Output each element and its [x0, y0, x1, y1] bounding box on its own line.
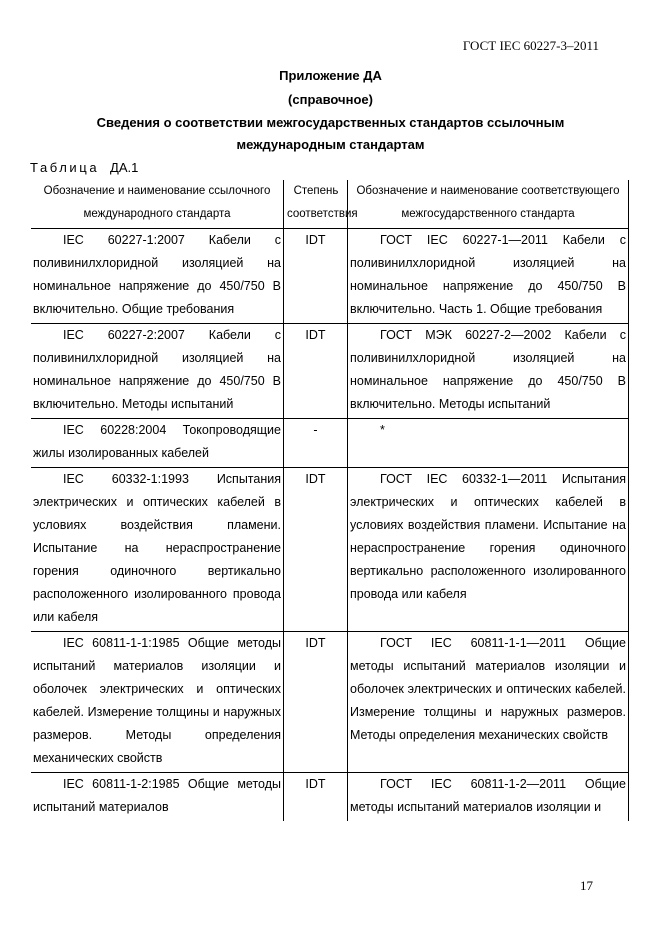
intl-standard-cell: IEC 60811-1-1:1985 Общие методы испытаний материалов изоляции и оболочек электрических и оптических кабелей. Измерение толщины и наружных размеров. Методы определения механических свойств	[31, 632, 284, 773]
table-row	[31, 229, 629, 324]
degree-cell: IDT	[284, 632, 348, 773]
national-standard-cell: ГОСТ МЭК 60227-2—2002 Кабели с поливинилхлоридной изоляцией на номинальное напряжение до 450/750 В включительно. Методы испытаний	[348, 324, 629, 419]
national-standard-cell: *	[348, 419, 629, 468]
national-standard-cell: ГОСТ IEC 60227-1—2011 Кабели с поливинилхлоридной изоляцией на номинальное напряжение до 450/750 В включительно. Часть 1. Общие требования	[348, 229, 629, 324]
table-header-row	[31, 180, 629, 229]
degree-cell: IDT	[284, 468, 348, 632]
degree-cell: -	[284, 419, 348, 468]
intl-standard-cell: IEC 60227-2:2007 Кабели с поливинилхлоридной изоляцией на номинальное напряжение до 450/750 В включительно. Методы испытаний	[31, 324, 284, 419]
intl-standard-cell: IEC 60228:2004 Токопроводящие жилы изолированных кабелей	[31, 419, 284, 468]
national-standard-cell: ГОСТ IEC 60811-1-1—2011 Общие методы испытаний материалов изоляции и оболочек электрических и оптических кабелей. Измерение толщины и наружных размеров. Методы определения механических свойств	[348, 632, 629, 773]
national-standard-cell: ГОСТ IEC 60332-1—2011 Испытания электрических и оптических кабелей в условиях воздействия пламени. Испытание на нераспространение горения одиночного вертикально расположенного изолированного провода или кабеля	[348, 468, 629, 632]
appendix-heading-line1: Сведения о соответствии межгосударственных стандартов ссылочным	[96, 115, 565, 130]
table-row	[31, 468, 629, 632]
table-caption	[30, 160, 138, 175]
national-standard-cell: ГОСТ IEC 60811-1-2—2011 Общие методы испытаний материалов изоляции и	[348, 773, 629, 822]
intl-standard-cell: IEC 60811-1-2:1985 Общие методы испытаний материалов	[31, 773, 284, 822]
appendix-title: Приложение ДА	[279, 68, 382, 83]
standards-table	[31, 180, 629, 821]
degree-cell: IDT	[284, 229, 348, 324]
document-header: ГОСТ IEC 60227-3–2011	[462, 38, 599, 53]
intl-standard-cell: IEC 60332-1:1993 Испытания электрических и оптических кабелей в условиях воздействия пламени. Испытание на нераспространение горения одиночного вертикально расположенного изолированного провода или кабеля	[31, 468, 284, 632]
degree-cell: IDT	[284, 324, 348, 419]
appendix-subtitle: (справочное)	[288, 92, 373, 107]
column-header-national: Обозначение и наименование соответствующего межгосударственного стандарта	[348, 180, 629, 229]
table-row	[31, 324, 629, 419]
table-row	[31, 632, 629, 773]
page-number: 17	[580, 878, 593, 893]
table-row	[31, 773, 629, 822]
table-caption-number: ДА.1	[110, 160, 139, 175]
column-header-degree: Степень соответствия	[284, 180, 348, 229]
degree-cell: IDT	[284, 773, 348, 822]
appendix-heading-line2: международным стандартам	[236, 137, 425, 152]
intl-standard-cell: IEC 60227-1:2007 Кабели с поливинилхлоридной изоляцией на номинальное напряжение до 450/750 В включительно. Общие требования	[31, 229, 284, 324]
table-caption-word: Таблица	[30, 160, 100, 175]
table-row	[31, 419, 629, 468]
column-header-intl: Обозначение и наименование ссылочного международного стандарта	[31, 180, 284, 229]
